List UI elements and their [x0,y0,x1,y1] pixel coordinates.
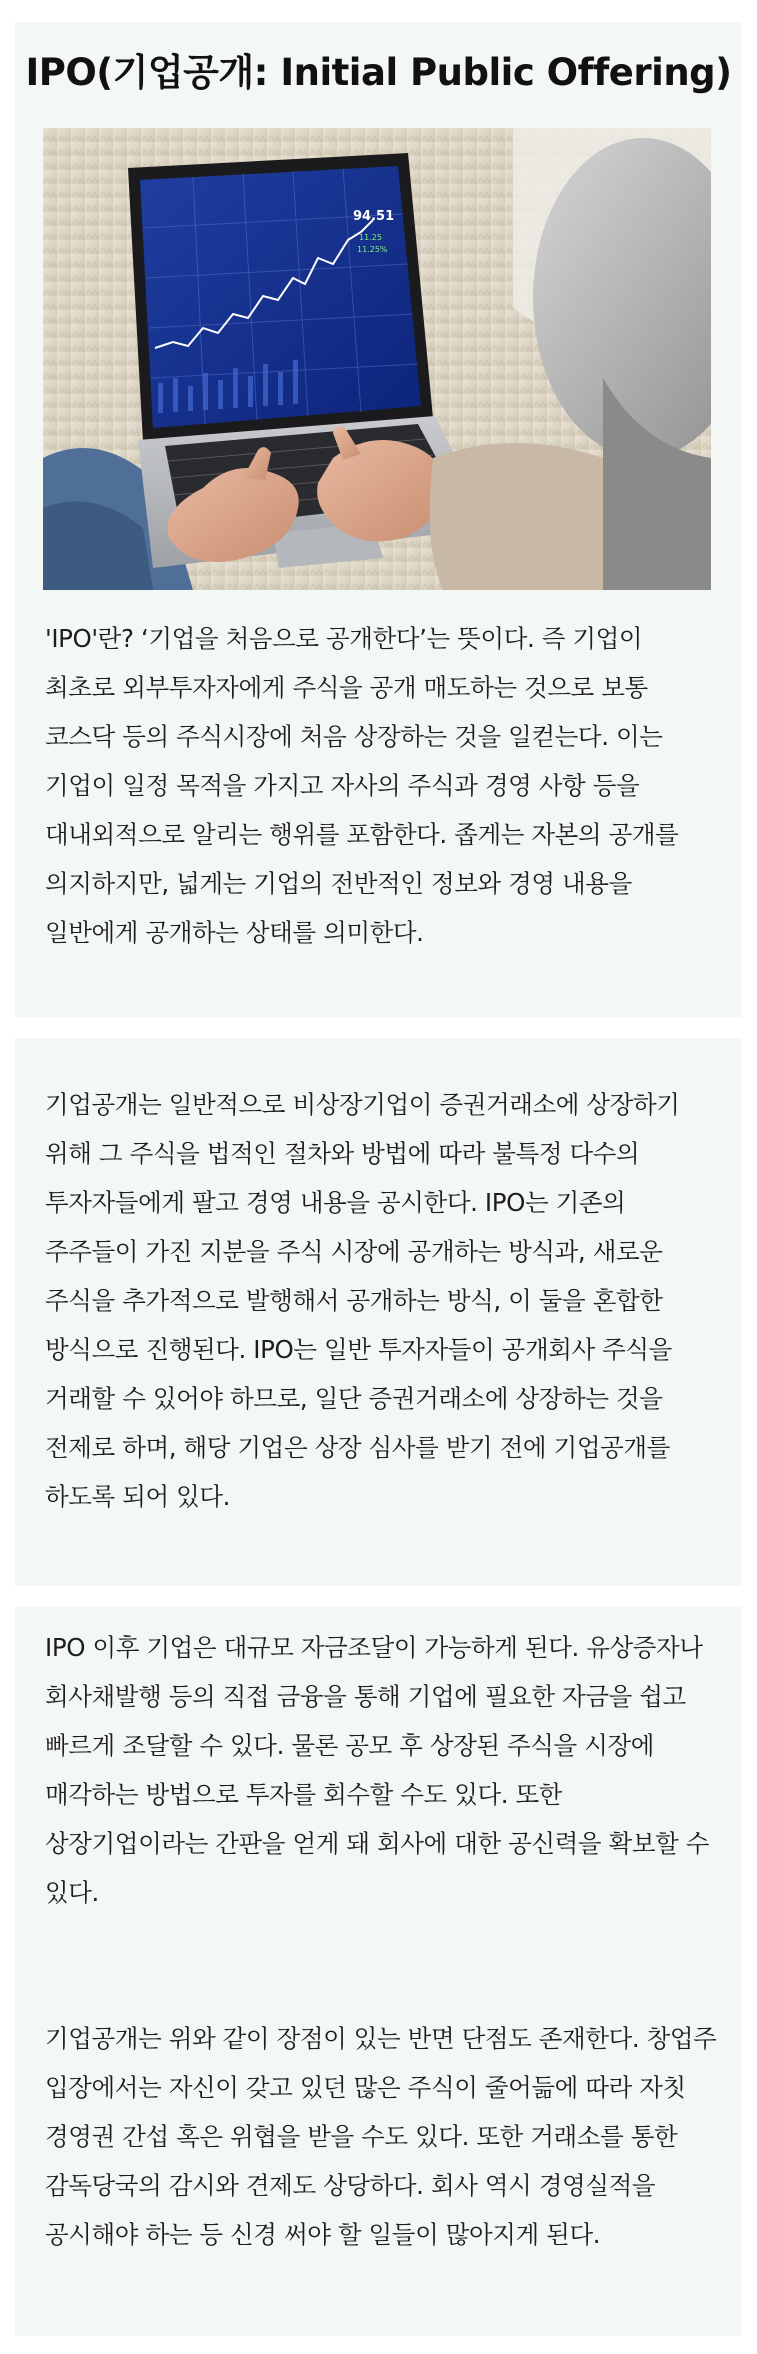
laptop-screen-value: 94.51 [353,209,395,224]
laptop-screen-pct: 11.25% [357,245,388,254]
paragraph-ipo-advantages: IPO 이후 기업은 대규모 자금조달이 가능하게 된다. 유상증자나 회사채발행 등의 직접 금융을 통해 기업에 필요한 자금을 쉽고 빠르게 조달할 수 있다. 물론 공모 후 상장된 주식을 시장에 매각하는 방법으로 투자를 회수할 수도 있다. 또한 상장기업이라는 간판을 얻게 돼 회사에 대한 공신력을 확보할 수 있다. [45,1633,710,1907]
laptop-screen-sub: 11.25 [359,233,382,242]
article-card-process [15,1038,742,1586]
paragraph-ipo-disadvantages: 기업공개는 위와 같이 장점이 있는 반면 단점도 존재한다. 창업주 입장에서는 자신이 갖고 있던 많은 주식이 줄어듦에 따라 자칫 경영권 간섭 혹은 위협을 받을 수도 있다. 또한 거래소를 통한 감독당국의 감시와 견제도 상당하다. 회사 역시 경영실적을 공시해야 하는 등 신경 써야 할 일들이 많아지게 된다. [45,2024,717,2249]
paragraph-ipo-definition: 'IPO'란? ‘기업을 처음으로 공개한다’는 뜻이다. 즉 기업이 최초로 외부투자자에게 주식을 공개 매도하는 것으로 보통 코스닥 등의 주식시장에 처음 상장하는 것을 일컫는다. 이는 기업이 일정 목적을 가지고 자사의 주식과 경영 사항 등을 대내외적으로 알리는 행위를 포함한다. 좁게는 자본의 공개를 의지하지만, 넓게는 기업의 전반적인 정보와 경영 내용을 일반에게 공개하는 상태를 의미한다. [45,624,679,947]
article-card-intro [15,22,742,1017]
laptop-stock-chart-image [43,128,711,590]
article-card-pros-cons [15,1607,742,2336]
paragraph-ipo-process: 기업공개는 일반적으로 비상장기업이 증권거래소에 상장하기 위해 그 주식을 법적인 절차와 방법에 따라 불특정 다수의 투자자들에게 팔고 경영 내용을 공시한다. IPO는 기존의 주주들이 가진 지분을 주식 시장에 공개하는 방식과, 새로운 주식을 추가적으로 발행해서 공개하는 방식, 이 둘을 혼합한 방식으로 진행된다. IPO는 일반 투자자들이 공개회사 주식을 거래할 수 있어야 하므로, 일단 증권거래소에 상장하는 것을 전제로 하며, 해당 기업은 상장 심사를 받기 전에 기업공개를 하도록 되어 있다. [45,1090,680,1511]
article-title: IPO(기업공개: Initial Public Offering) [25,51,732,94]
